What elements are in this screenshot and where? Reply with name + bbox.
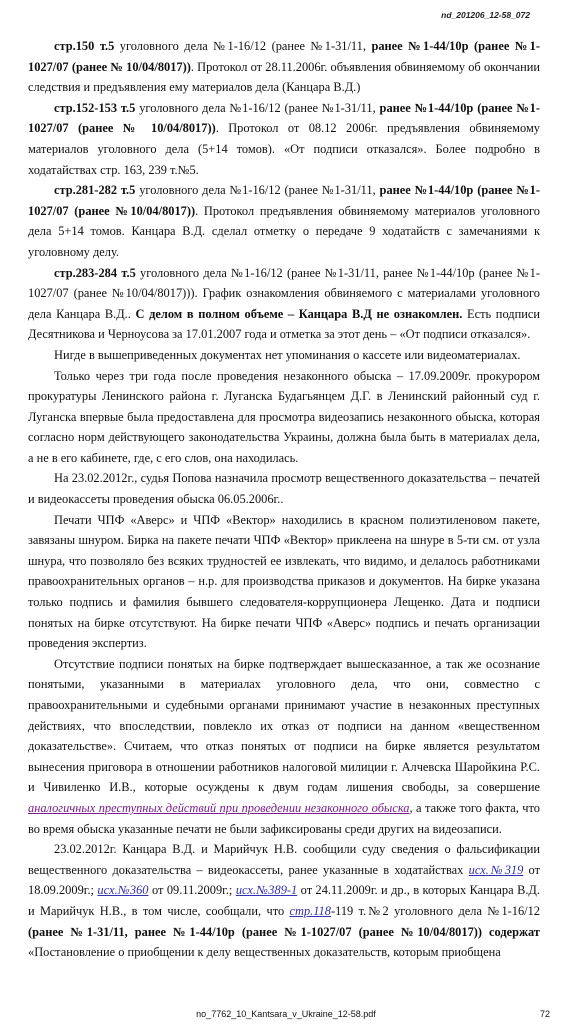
text-run: уголовного дела №1-16/12 (ранее №1-31/11,	[135, 100, 380, 115]
text-run: от 09.11.2009г.;	[148, 883, 236, 898]
bold-text: ранее №1-44/10р (ранее №1-1027/07 (ранее №10/04/8017))	[28, 183, 540, 218]
paragraph	[28, 839, 540, 963]
reference-link[interactable]: исх.№319	[468, 862, 524, 877]
bold-text: ранее №1-44/10р (ранее №1-1027/07 (ранее № 10/04/8017))	[28, 39, 540, 74]
reference-link[interactable]: исх.№389-1	[235, 883, 298, 898]
text-run: Печати ЧПФ «Аверс» и ЧПФ «Вектор» находились в красном полиэтиленовом пакете, завязаны шнуром. Бирка на пакете печати ЧПФ «Вектор» приклеена на шнуре в 5-ти см. от узла шнура, что позволяло без всяких трудностей ее извлекать, что видимо, и делалось работниками правоохранительных органов – н.р. для производства приказов и документов. На бирке указана только подпись и фамилия бывшего следователя-коррупционера Лещенко. Дата и подписи понятых на бирке отсутствуют. На бирке печати ЧПФ «Аверс» подпись и печать организации проведения экспертиз.	[28, 512, 540, 651]
bold-text: (ранее №1-31/11, ранее №1-44/10р (ранее №1-1027/07 (ранее №10/04/8017)) содержат	[28, 924, 540, 939]
text-run: . Протокол предъявления обвиняемому материалов уголовного дела 5+14 томов. Канцара В.Д. сделал отметку о передаче 9 ходатайств с замечаниями к уголовному делу.	[28, 203, 540, 259]
text-run: . Протокол от 28.11.2006г. объявления обвиняемому об окончании следствия и предъявления ему материалов дела (Канцара В.Д.)	[28, 59, 540, 95]
text-run: -119 т.№2 уголовного дела №1-16/12	[330, 903, 540, 918]
paragraph	[28, 468, 540, 509]
text-run: уголовного дела №1-16/12 (ранее №1-31/11, ранее №1-44/10р (ранее №1-1027/07 (ранее №10/04/8017))). График ознакомления обвиняемого с материалами уголовного дела Канцара В.Д..	[28, 265, 540, 321]
paragraph	[28, 98, 540, 180]
document-body	[28, 36, 540, 963]
text-run: от 24.11.2009г. и др., в которых Канцара В.Д. и Марийчук Н.В., в том числе, сообщали, что	[28, 883, 540, 918]
text-run: уголовного дела №1-16/12 (ранее №1-31/11,	[135, 183, 380, 198]
bold-text: стр.150 т.5	[54, 39, 115, 53]
text-run: Нигде в вышеприведенных документах нет упоминания о кассете или видеоматериалах.	[54, 347, 521, 362]
paragraph	[28, 345, 540, 366]
text-run: «Постановление о приобщении к делу вещественных доказательств, которым приобщена	[28, 945, 501, 960]
paragraph	[28, 654, 540, 839]
footer-filename: no_7762_10_Kantsara_v_Ukraine_12-58.pdf	[196, 1009, 376, 1019]
paragraph	[28, 180, 540, 262]
reference-link[interactable]: аналогичных преступных действий при проведении незаконного обыска	[28, 800, 410, 815]
page-reference-code: nd_201206_12-58_072	[441, 10, 530, 20]
bold-text: стр.152-153 т.5	[54, 100, 136, 115]
text-run: На 23.02.2012г., судья Попова назначила просмотр вещественного доказательства – печатей и видеокассеты проведения обыска 06.05.2006г..	[28, 471, 540, 507]
bold-text: С делом в полном объеме – Канцара В.Д не ознакомлен.	[135, 306, 463, 321]
footer-page-number: 72	[539, 1009, 550, 1019]
text-run: . Протокол от 08.12 2006г. предъявления обвиняемому материалов уголовного дела (5+14 томов). «От подписи отказался». Более подробно в ходатайствах стр. 163, 239 т.№5.	[28, 121, 540, 177]
reference-link[interactable]: стр.118	[289, 903, 331, 918]
text-run: Отсутствие подписи понятых на бирке подтверждает вышесказанное, а так же осознание понятыми, указанными в материалах уголовного дела, что они, совместно с правоохранительными и судебными органами принимают участие в незаконных преступных действиях, что впоследствии, повлекло их отказ от подписи на данном «вещественном доказательстве». Считаем, что отказ понятых от подписи на бирке является результатом вынесения приговора в отношении работников налоговой милиции г. Алчевска Шаройкина Р.С. и Чивиленко И.В., которые осуждены к двум годам лишения свободы, за совершение	[28, 656, 540, 795]
bold-text: ранее №1-44/10р (ранее №1-1027/07 (ранее № 10/04/8017))	[28, 100, 540, 136]
bold-text: стр.283-284 т.5	[54, 265, 136, 280]
text-run: 23.02.2012г. Канцара В.Д. и Марийчук Н.В. сообщили суду сведения о фальсификации вещественного доказательства – видеокассеты, ранее указанные в ходатайствах	[28, 842, 540, 877]
paragraph	[28, 366, 540, 469]
bold-text: стр.281-282 т.5	[54, 183, 136, 198]
paragraph	[28, 36, 540, 98]
text-run: , а также того факта, что во время обыска указанные печати не были зафиксированы среди других на видеозаписи.	[28, 800, 540, 836]
paragraph	[28, 510, 540, 654]
text-run: Есть подписи Десятникова и Черноусова за 17.01.2007 года и отметка за этот день – «От подписи отказался».	[28, 306, 540, 342]
text-run: от 18.09.2009г.;	[28, 862, 540, 898]
text-run: уголовного дела №1-16/12 (ранее №1-31/11,	[114, 39, 372, 53]
paragraph	[28, 263, 540, 345]
reference-link[interactable]: исх.№360	[97, 883, 149, 898]
text-run: Только через три года после проведения незаконного обыска – 17.09.2009г. прокурором прокуратуры Ленинского района г. Луганска Будагьянцем Д.Г. в Ленинский районный суд г. Луганска впервые была предоставлена для просмотра видеозапись незаконного обыска, которая согласно норм действующего законодательства Украины, должна была быть в материалах дела, а не в его кабинете, где, с его слов, она находилась.	[28, 368, 540, 465]
